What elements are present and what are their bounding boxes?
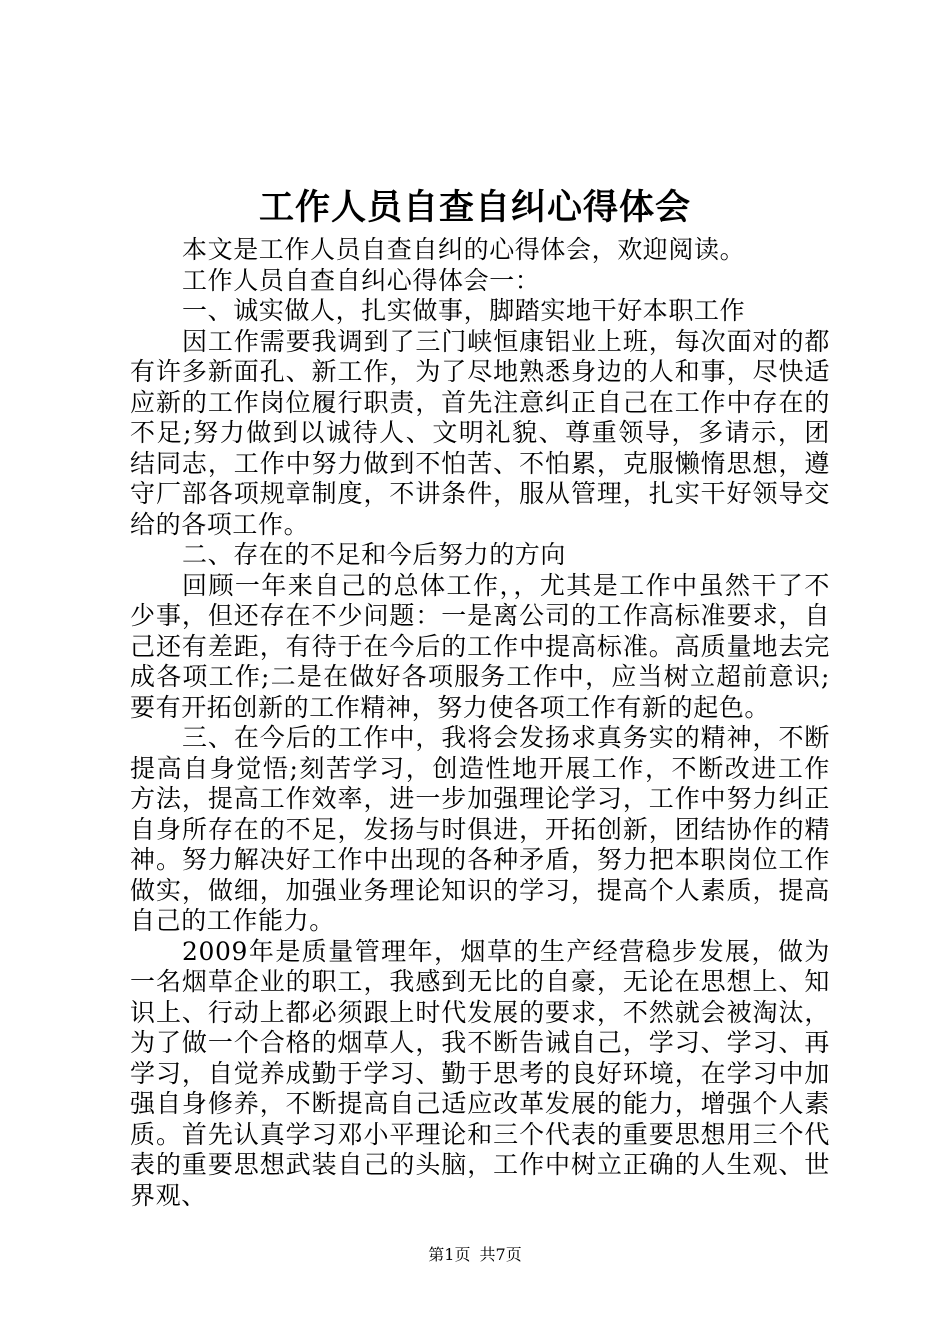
paragraph-heading-1: 一、诚实做人，扎实做事，脚踏实地干好本职工作 [182,296,746,325]
paragraph-body-2: 回顾一年来自己的总体工作，，尤其是工作中虽然干了不少事，但还存在不少问题：一是离公司的工作高标准要求，自己还有差距，有待于在今后的工作中提高标准。高质量地去完成各项工作;二是在做好各项服务工作中，应当树立超前意识;要有开拓创新的工作精神，努力使各项工作有新的起色。 [130,570,830,722]
document-title: 工作人员自查自纠心得体会 [258,187,691,228]
paragraph-subtitle: 工作人员自查自纠心得体会一： [182,265,541,295]
page-footer [0,1242,950,1265]
document-body [130,235,830,1211]
paragraph-intro: 本文是工作人员自查自纠的心得体会，欢迎阅读。 [182,235,746,264]
paragraph-body-3: 三、在今后的工作中，我将会发扬求真务实的精神，不断提高自身觉悟;刻苦学习，创造性地开展工作，不断改进工作方法，提高工作效率，进一步加强理论学习，工作中努力纠正自身所存在的不足，发扬与时俱进，开拓创新，团结协作的精神。努力解决好工作中出现的各种矛盾，努力把本职岗位工作做实，做细，加强业务理论知识的学习，提高个人素质，提高自己的工作能力。 [130,723,830,935]
paragraph-heading-2: 二、存在的不足和今后努力的方向 [182,540,567,569]
paragraph-body-4: 2009年是质量管理年，烟草的生产经营稳步发展，做为一名烟草企业的职工，我感到无比的自豪，无论在思想上、知识上、行动上都必须跟上时代发展的要求，不然就会被淘汰，为了做一个合格的烟草人，我不断告诫自己，学习、学习、再学习，自觉养成勤于学习、勤于思考的良好环境，在学习中加强自身修养，不断提高自己适应改革发展的能力，增强个人素质。首先认真学习邓小平理论和三个代表的重要思想用三个代表的重要思想武装自己的头脑，工作中树立正确的人生观、世界观、 [130,936,830,1210]
page-number: 第1页 [428,1245,471,1264]
paragraph-body-1: 因工作需要我调到了三门峡恒康铝业上班，每次面对的都有许多新面孔、新工作，为了尽地熟悉身边的人和事，尽快适应新的工作岗位履行职责，首先注意纠正自己在工作中存在的不足;努力做到以诚待人、文明礼貌、尊重领导，多请示，团结同志，工作中努力做到不怕苦、不怕累，克服懒惰思想，遵守厂部各项规章制度，不讲条件，服从管理，扎实干好领导交给的各项工作。 [130,326,830,539]
page-total: 共7页 [479,1245,522,1264]
